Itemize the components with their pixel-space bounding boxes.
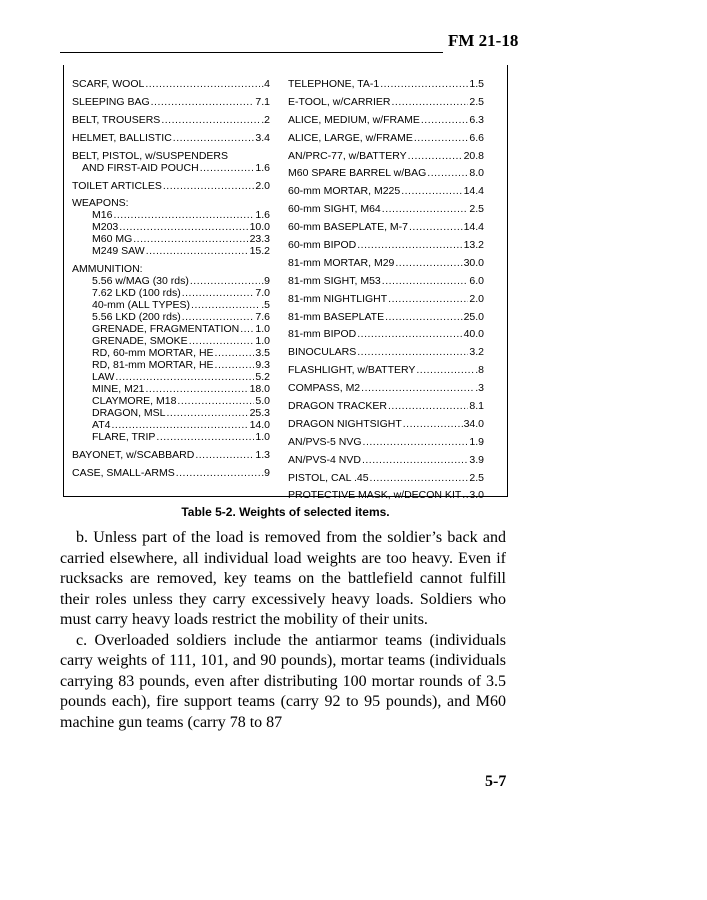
table-row (288, 400, 484, 412)
item-weight: 2.0 (255, 180, 270, 192)
leader-dots (145, 78, 260, 90)
table-row (72, 114, 270, 126)
table-row (288, 454, 484, 466)
item-name: M16 (92, 209, 113, 221)
item-weight: 25.3 (249, 407, 270, 419)
table-row (72, 371, 270, 383)
item-name: CLAYMORE, M18 (92, 395, 177, 407)
item-weight: 1.0 (255, 431, 270, 443)
item-name: FLASHLIGHT, w/BATTERY (288, 364, 416, 377)
item-name: DRAGON NIGHTSIGHT (288, 417, 402, 430)
item-name: M203 (92, 221, 119, 233)
item-weight: 1.5 (469, 78, 484, 90)
table-row (288, 185, 484, 197)
item-weight: 15.2 (249, 245, 270, 257)
paragraph-c: c. Overloaded soldiers include the antiarmor teams (individuals carry weights of 111, 101, and 90 pounds), mortar teams (individuals carrying 83 pounds, even after distributing 100 mortar rounds of 3.5 pounds each), fire support teams (carry 92 to 95 pounds), and M60 machine gun teams (carry 78 to 87 (60, 631, 506, 731)
table-row (72, 287, 270, 299)
leader-dots (173, 132, 255, 144)
item-weight: 7.0 (255, 287, 270, 299)
item-name: 60-mm BASEPLATE, M-7 (288, 221, 409, 234)
item-name: AN/PVS-4 NVD (288, 453, 361, 466)
item-weight: 8.0 (469, 167, 484, 180)
leader-dots (392, 96, 469, 108)
table-row (288, 436, 484, 448)
item-weight: 3.5 (255, 347, 270, 359)
item-weight: 25.0 (463, 310, 484, 323)
item-name: 60-mm MORTAR, M225 (288, 185, 401, 198)
item-name: 81-mm BIPOD (288, 328, 357, 341)
item-weight: 7.6 (255, 311, 270, 323)
table-row (288, 293, 484, 305)
item-weight: 40.0 (463, 328, 484, 341)
leader-dots (190, 275, 260, 287)
item-name: CASE, SMALL-ARMS (72, 467, 175, 479)
item-name: 81-mm NIGHTLIGHT (288, 292, 388, 305)
leader-dots (191, 299, 260, 311)
page-number: 5-7 (485, 773, 507, 790)
item-name: LAW (92, 371, 115, 383)
table-row (288, 96, 484, 108)
item-weight: .5 (261, 299, 270, 311)
item-name: PISTOL, CAL .45 (288, 471, 369, 484)
item-name: E-TOOL, w/CARRIER (288, 95, 391, 108)
table-row (72, 323, 270, 335)
table-row (288, 382, 484, 394)
leader-dots (388, 400, 468, 412)
item-weight: .8 (475, 364, 484, 377)
item-name: AN/PVS-5 NVG (288, 435, 362, 448)
table-row (72, 419, 270, 431)
table-row (72, 245, 270, 257)
leader-dots (146, 383, 249, 395)
item-weight: 5.0 (255, 395, 270, 407)
leader-dots (427, 167, 468, 179)
item-weight: 8.1 (469, 400, 484, 413)
item-name: AND FIRST-AID POUCH (82, 162, 199, 174)
item-weight: 2.0 (469, 292, 484, 305)
item-weight: 14.4 (463, 185, 484, 198)
table-row (288, 364, 484, 376)
table-row (288, 150, 484, 162)
table-row (288, 418, 484, 430)
item-weight: 20.8 (463, 149, 484, 162)
table-row (72, 197, 270, 209)
item-name: RD, 60-mm MORTAR, HE (92, 347, 214, 359)
leader-dots (361, 382, 474, 394)
item-weight: 2.5 (469, 203, 484, 216)
item-weight: 13.2 (463, 239, 484, 252)
item-weight: 14.0 (249, 419, 270, 431)
item-name: 81-mm SIGHT, M53 (288, 274, 381, 287)
item-name: SLEEPING BAG (72, 96, 150, 108)
item-weight: 3.0 (469, 489, 484, 502)
leader-dots (113, 209, 254, 221)
item-weight: 30.0 (463, 256, 484, 269)
item-name: COMPASS, M2 (288, 382, 361, 395)
table-row (288, 78, 484, 90)
table-row (72, 150, 270, 162)
table-row (288, 114, 484, 126)
item-name: AMMUNITION: (72, 263, 143, 275)
item-weight: 1.0 (255, 335, 270, 347)
item-name: SCARF, WOOL (72, 78, 145, 90)
table-row (288, 239, 484, 251)
leader-dots (189, 335, 255, 347)
item-name: TELEPHONE, TA-1 (288, 78, 380, 90)
table-left-column (72, 78, 270, 479)
item-name: 60-mm BIPOD (288, 239, 357, 252)
leader-dots (421, 114, 469, 126)
table-caption: Table 5-2. Weights of selected items. (181, 505, 390, 519)
item-weight: 2.5 (469, 471, 484, 484)
body-text (60, 528, 506, 733)
table-row (72, 359, 270, 371)
item-name: GRENADE, SMOKE (92, 335, 188, 347)
table-row (288, 221, 484, 233)
leader-dots (167, 407, 249, 419)
item-name: FLARE, TRIP (92, 431, 156, 443)
leader-dots (357, 346, 468, 358)
table-row (72, 275, 270, 287)
item-name: 60-mm SIGHT, M64 (288, 203, 381, 216)
leader-dots (119, 221, 248, 233)
table-row (288, 346, 484, 358)
leader-dots (240, 323, 254, 335)
item-weight: 34.0 (463, 417, 484, 430)
table-row (288, 132, 484, 144)
item-weight: .9 (261, 275, 270, 287)
leader-dots (115, 371, 254, 383)
item-name: M60 MG (92, 233, 133, 245)
leader-dots (177, 395, 254, 407)
item-name: 81-mm MORTAR, M29 (288, 256, 395, 269)
table-row (72, 347, 270, 359)
item-name: PROTECTIVE MASK, w/DECON KIT (288, 489, 462, 502)
leader-dots (382, 275, 469, 287)
item-weight: 1.3 (255, 449, 270, 461)
table-row (72, 449, 270, 461)
item-name: ALICE, MEDIUM, w/FRAME (288, 113, 420, 126)
item-name: BELT, TROUSERS (72, 114, 161, 126)
table-row (72, 96, 270, 108)
item-name: 81-mm BASEPLATE (288, 310, 385, 323)
item-name: DRAGON TRACKER (288, 400, 387, 413)
table-row (288, 167, 484, 179)
table-row (72, 180, 270, 192)
item-weight: 1.6 (255, 209, 270, 221)
item-weight: 6.3 (469, 113, 484, 126)
table-row (288, 489, 484, 501)
table-row (72, 383, 270, 395)
table-row (72, 233, 270, 245)
item-weight: 23.3 (249, 233, 270, 245)
item-name: RD, 81-mm MORTAR, HE (92, 359, 214, 371)
table-row (72, 311, 270, 323)
table-row (72, 335, 270, 347)
leader-dots (182, 311, 255, 323)
table-row (72, 132, 270, 144)
item-name: MINE, M21 (92, 383, 145, 395)
item-name: TOILET ARTICLES (72, 180, 162, 192)
table-row (72, 299, 270, 311)
table-row (72, 395, 270, 407)
item-weight: 10.0 (249, 221, 270, 233)
item-name: HELMET, BALLISTIC (72, 132, 172, 144)
leader-dots (401, 185, 462, 197)
leader-dots (176, 467, 261, 479)
table-row (288, 257, 484, 269)
header-rule (60, 52, 443, 53)
leader-dots (395, 257, 462, 269)
leader-dots (182, 287, 255, 299)
item-weight: 6.6 (469, 131, 484, 144)
leader-dots (414, 132, 469, 144)
item-name: 5.56 LKD (200 rds) (92, 311, 181, 323)
item-weight: 3.4 (255, 132, 270, 144)
leader-dots (408, 150, 463, 162)
table-row (288, 472, 484, 484)
item-weight: .9 (261, 467, 270, 479)
item-name: ALICE, LARGE, w/FRAME (288, 131, 413, 144)
leader-dots (382, 203, 469, 215)
paragraph-b: b. Unless part of the load is removed from the soldier’s back and carried elsewhere, all individual load weights are too heavy. Even if rucksacks are removed, key teams on the battlefield cannot fulfill their roles unless they carry excessively heavy loads. Soldiers who must carry heavy loads restrict the mobility of their units. (60, 529, 506, 628)
item-name: 7.62 LKD (100 rds) (92, 287, 181, 299)
leader-dots (156, 431, 254, 443)
leader-dots (409, 221, 463, 233)
manual-id: FM 21-18 (448, 31, 519, 50)
leader-dots (133, 233, 248, 245)
leader-dots (195, 449, 254, 461)
item-name: WEAPONS: (72, 197, 129, 209)
item-name: M249 SAW (92, 245, 145, 257)
item-weight: 6.0 (469, 274, 484, 287)
table-row (288, 203, 484, 215)
item-name: DRAGON, MSL (92, 407, 166, 419)
leader-dots (161, 114, 260, 126)
leader-dots (388, 293, 468, 305)
item-name: 40-mm (ALL TYPES) (92, 299, 191, 311)
item-weight: 3.9 (469, 453, 484, 466)
item-name: 5.56 w/MAG (30 rds) (92, 275, 189, 287)
item-name: AN/PRC-77, w/BATTERY (288, 149, 407, 162)
table-row (72, 221, 270, 233)
item-weight: .2 (261, 114, 270, 126)
item-weight: 1.9 (469, 435, 484, 448)
item-weight: 5.2 (255, 371, 270, 383)
leader-dots (357, 328, 462, 340)
table-row (72, 263, 270, 275)
leader-dots (380, 78, 468, 90)
leader-dots (357, 239, 462, 251)
table-row (72, 162, 270, 174)
leader-dots (362, 454, 468, 466)
leader-dots (215, 359, 255, 371)
item-name: BAYONET, w/SCABBARD (72, 449, 195, 461)
table-row (288, 311, 484, 323)
leader-dots (151, 96, 255, 108)
table-right-column (288, 78, 484, 501)
table-row (72, 467, 270, 479)
leader-dots (163, 180, 255, 192)
table-row (72, 407, 270, 419)
item-weight: 7.1 (255, 96, 270, 108)
item-weight: 3.2 (469, 346, 484, 359)
item-weight: 9.3 (255, 359, 270, 371)
leader-dots (403, 418, 463, 430)
table-row (72, 78, 270, 90)
item-name: GRENADE, FRAGMENTATION (92, 323, 240, 335)
item-name: BELT, PISTOL, w/SUSPENDERS (72, 150, 228, 162)
item-weight: 14.4 (463, 221, 484, 234)
leader-dots (370, 472, 469, 484)
item-weight: 1.0 (255, 323, 270, 335)
leader-dots (385, 311, 462, 323)
leader-dots (200, 162, 255, 174)
leader-dots (416, 364, 474, 376)
leader-dots (215, 347, 255, 359)
item-weight: 2.5 (469, 95, 484, 108)
leader-dots (146, 245, 249, 257)
leader-dots (363, 436, 469, 448)
table-row (288, 275, 484, 287)
table-row (288, 328, 484, 340)
leader-dots (462, 489, 468, 501)
table-row (72, 431, 270, 443)
table-row (72, 209, 270, 221)
leader-dots (111, 419, 248, 431)
item-weight: 18.0 (249, 383, 270, 395)
item-name: BINOCULARS (288, 346, 357, 359)
item-weight: .3 (475, 382, 484, 395)
item-name: M60 SPARE BARREL w/BAG (288, 167, 427, 180)
item-name: AT4 (92, 419, 111, 431)
item-weight: 1.6 (255, 162, 270, 174)
item-weight: .4 (261, 78, 270, 90)
